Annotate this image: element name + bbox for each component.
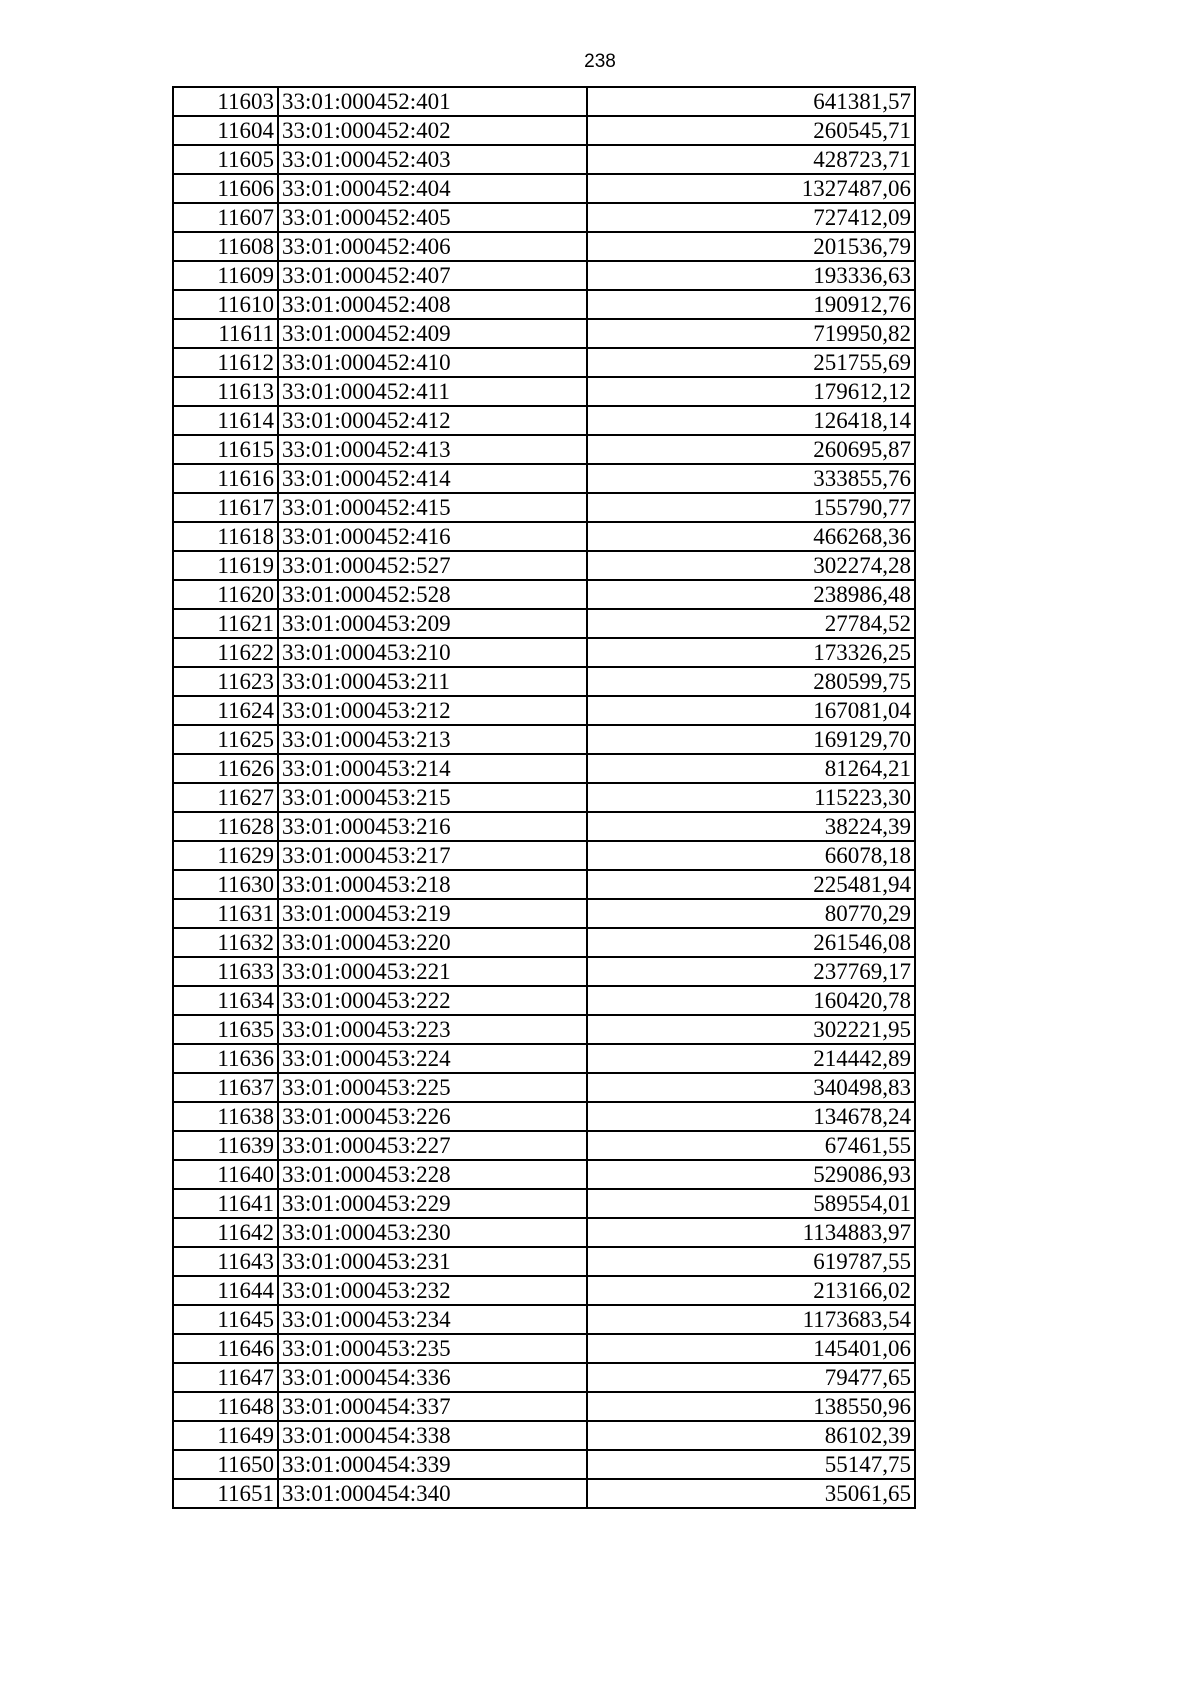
cadastral-value-cell: 126418,14 [587,406,915,435]
row-number-cell: 11636 [173,1044,278,1073]
table-row [173,609,915,638]
row-number-cell: 11611 [173,319,278,348]
row-number-cell: 11633 [173,957,278,986]
row-number-cell: 11626 [173,754,278,783]
cadastral-number-cell: 33:01:000452:416 [278,522,587,551]
table-row [173,1450,915,1479]
row-number-cell: 11620 [173,580,278,609]
table-row [173,1044,915,1073]
cadastral-number-cell: 33:01:000452:402 [278,116,587,145]
table-row [173,464,915,493]
table-row [173,725,915,754]
row-number-cell: 11646 [173,1334,278,1363]
cadastral-number-cell: 33:01:000453:212 [278,696,587,725]
table-row [173,1392,915,1421]
cadastral-number-cell: 33:01:000454:339 [278,1450,587,1479]
cadastral-value-cell: 428723,71 [587,145,915,174]
cadastral-value-cell: 261546,08 [587,928,915,957]
row-number-cell: 11632 [173,928,278,957]
cadastral-value-cell: 173326,25 [587,638,915,667]
cadastral-value-cell: 619787,55 [587,1247,915,1276]
cadastral-number-cell: 33:01:000452:403 [278,145,587,174]
cadastral-number-cell: 33:01:000453:221 [278,957,587,986]
cadastral-number-cell: 33:01:000453:230 [278,1218,587,1247]
row-number-cell: 11625 [173,725,278,754]
table-row [173,435,915,464]
row-number-cell: 11643 [173,1247,278,1276]
table-row [173,1160,915,1189]
row-number-cell: 11609 [173,261,278,290]
table-row [173,290,915,319]
row-number-cell: 11631 [173,899,278,928]
table-row [173,841,915,870]
table-row [173,319,915,348]
cadastral-value-cell: 79477,65 [587,1363,915,1392]
cadastral-number-cell: 33:01:000452:405 [278,203,587,232]
row-number-cell: 11629 [173,841,278,870]
cadastral-number-cell: 33:01:000453:226 [278,1102,587,1131]
cadastral-number-cell: 33:01:000453:225 [278,1073,587,1102]
table-row [173,1363,915,1392]
cadastral-value-cell: 302274,28 [587,551,915,580]
row-number-cell: 11649 [173,1421,278,1450]
row-number-cell: 11639 [173,1131,278,1160]
row-number-cell: 11651 [173,1479,278,1508]
cadastral-value-cell: 86102,39 [587,1421,915,1450]
cadastral-value-cell: 589554,01 [587,1189,915,1218]
row-number-cell: 11645 [173,1305,278,1334]
cadastral-value-cell: 160420,78 [587,986,915,1015]
table-row [173,493,915,522]
row-number-cell: 11614 [173,406,278,435]
table-row [173,1073,915,1102]
row-number-cell: 11641 [173,1189,278,1218]
cadastral-value-cell: 169129,70 [587,725,915,754]
cadastral-value-cell: 66078,18 [587,841,915,870]
cadastral-value-cell: 179612,12 [587,377,915,406]
row-number-cell: 11604 [173,116,278,145]
table-row [173,812,915,841]
row-number-cell: 11637 [173,1073,278,1102]
cadastral-number-cell: 33:01:000452:527 [278,551,587,580]
cadastral-number-cell: 33:01:000453:224 [278,1044,587,1073]
table-row [173,116,915,145]
row-number-cell: 11640 [173,1160,278,1189]
table-row [173,1218,915,1247]
row-number-cell: 11608 [173,232,278,261]
row-number-cell: 11627 [173,783,278,812]
table-row [173,696,915,725]
table-row [173,174,915,203]
cadastral-number-cell: 33:01:000453:234 [278,1305,587,1334]
row-number-cell: 11619 [173,551,278,580]
cadastral-number-cell: 33:01:000453:223 [278,1015,587,1044]
table-row [173,1131,915,1160]
table-row [173,928,915,957]
cadastral-value-cell: 302221,95 [587,1015,915,1044]
cadastral-number-cell: 33:01:000453:232 [278,1276,587,1305]
cadastral-value-cell: 214442,89 [587,1044,915,1073]
row-number-cell: 11630 [173,870,278,899]
row-number-cell: 11628 [173,812,278,841]
table-row [173,1479,915,1508]
table-row [173,957,915,986]
row-number-cell: 11606 [173,174,278,203]
cadastral-number-cell: 33:01:000452:528 [278,580,587,609]
cadastral-number-cell: 33:01:000453:228 [278,1160,587,1189]
table-row [173,348,915,377]
row-number-cell: 11648 [173,1392,278,1421]
table-row [173,1421,915,1450]
row-number-cell: 11650 [173,1450,278,1479]
cadastral-value-cell: 237769,17 [587,957,915,986]
cadastral-value-cell: 1327487,06 [587,174,915,203]
table-row [173,1102,915,1131]
cadastral-number-cell: 33:01:000452:404 [278,174,587,203]
cadastral-value-cell: 38224,39 [587,812,915,841]
table-row [173,551,915,580]
cadastral-value-cell: 190912,76 [587,290,915,319]
row-number-cell: 11617 [173,493,278,522]
row-number-cell: 11618 [173,522,278,551]
cadastral-number-cell: 33:01:000453:209 [278,609,587,638]
cadastral-value-cell: 55147,75 [587,1450,915,1479]
cadastral-number-cell: 33:01:000453:213 [278,725,587,754]
cadastral-value-cell: 641381,57 [587,87,915,116]
cadastral-number-cell: 33:01:000453:216 [278,812,587,841]
cadastral-number-cell: 33:01:000453:235 [278,1334,587,1363]
cadastral-value-cell: 155790,77 [587,493,915,522]
cadastral-number-cell: 33:01:000453:217 [278,841,587,870]
cadastral-number-cell: 33:01:000453:229 [278,1189,587,1218]
cadastral-number-cell: 33:01:000452:411 [278,377,587,406]
cadastral-number-cell: 33:01:000452:413 [278,435,587,464]
cadastral-value-cell: 719950,82 [587,319,915,348]
cadastral-value-cell: 81264,21 [587,754,915,783]
cadastral-value-cell: 35061,65 [587,1479,915,1508]
cadastral-value-cell: 138550,96 [587,1392,915,1421]
row-number-cell: 11635 [173,1015,278,1044]
row-number-cell: 11607 [173,203,278,232]
row-number-cell: 11638 [173,1102,278,1131]
cadastral-value-cell: 1173683,54 [587,1305,915,1334]
page-number: 238 [584,51,616,72]
cadastral-value-cell: 466268,36 [587,522,915,551]
cadastral-value-cell: 333855,76 [587,464,915,493]
table-row [173,580,915,609]
table-row [173,1015,915,1044]
row-number-cell: 11616 [173,464,278,493]
table-row [173,899,915,928]
cadastral-number-cell: 33:01:000452:409 [278,319,587,348]
table-row [173,406,915,435]
row-number-cell: 11642 [173,1218,278,1247]
cadastral-value-cell: 529086,93 [587,1160,915,1189]
cadastral-number-cell: 33:01:000453:211 [278,667,587,696]
table-row [173,754,915,783]
table-row [173,232,915,261]
cadastral-value-cell: 1134883,97 [587,1218,915,1247]
table-row [173,145,915,174]
table-row [173,87,915,116]
row-number-cell: 11647 [173,1363,278,1392]
cadastral-number-cell: 33:01:000454:338 [278,1421,587,1450]
cadastral-value-cell: 27784,52 [587,609,915,638]
cadastral-number-cell: 33:01:000453:227 [278,1131,587,1160]
cadastral-value-cell: 260545,71 [587,116,915,145]
table-row [173,667,915,696]
table-row [173,870,915,899]
row-number-cell: 11634 [173,986,278,1015]
row-number-cell: 11622 [173,638,278,667]
row-number-cell: 11644 [173,1276,278,1305]
cadastral-value-table [172,86,916,1509]
cadastral-value-cell: 213166,02 [587,1276,915,1305]
cadastral-number-cell: 33:01:000452:410 [278,348,587,377]
cadastral-number-cell: 33:01:000453:220 [278,928,587,957]
cadastral-value-cell: 145401,06 [587,1334,915,1363]
table-row [173,377,915,406]
cadastral-number-cell: 33:01:000454:337 [278,1392,587,1421]
cadastral-number-cell: 33:01:000453:214 [278,754,587,783]
cadastral-value-cell: 251755,69 [587,348,915,377]
cadastral-value-cell: 115223,30 [587,783,915,812]
row-number-cell: 11621 [173,609,278,638]
row-number-cell: 11613 [173,377,278,406]
table-row [173,261,915,290]
cadastral-number-cell: 33:01:000452:407 [278,261,587,290]
cadastral-number-cell: 33:01:000452:412 [278,406,587,435]
table-row [173,203,915,232]
cadastral-number-cell: 33:01:000452:406 [278,232,587,261]
cadastral-number-cell: 33:01:000452:401 [278,87,587,116]
table-row [173,1247,915,1276]
row-number-cell: 11615 [173,435,278,464]
cadastral-value-cell: 193336,63 [587,261,915,290]
cadastral-value-cell: 280599,75 [587,667,915,696]
cadastral-value-cell: 134678,24 [587,1102,915,1131]
cadastral-number-cell: 33:01:000452:408 [278,290,587,319]
cadastral-number-cell: 33:01:000453:218 [278,870,587,899]
cadastral-number-cell: 33:01:000453:219 [278,899,587,928]
cadastral-value-cell: 340498,83 [587,1073,915,1102]
row-number-cell: 11605 [173,145,278,174]
table-row [173,1189,915,1218]
cadastral-value-cell: 238986,48 [587,580,915,609]
table-body [173,87,915,1508]
table-row [173,1305,915,1334]
table-row [173,638,915,667]
table-row [173,522,915,551]
cadastral-value-cell: 167081,04 [587,696,915,725]
cadastral-number-cell: 33:01:000453:222 [278,986,587,1015]
cadastral-number-cell: 33:01:000452:414 [278,464,587,493]
row-number-cell: 11624 [173,696,278,725]
cadastral-value-cell: 260695,87 [587,435,915,464]
cadastral-number-cell: 33:01:000453:231 [278,1247,587,1276]
table-row [173,986,915,1015]
cadastral-value-cell: 67461,55 [587,1131,915,1160]
row-number-cell: 11612 [173,348,278,377]
row-number-cell: 11603 [173,87,278,116]
cadastral-number-cell: 33:01:000454:340 [278,1479,587,1508]
cadastral-number-cell: 33:01:000453:210 [278,638,587,667]
row-number-cell: 11610 [173,290,278,319]
cadastral-value-cell: 727412,09 [587,203,915,232]
table-row [173,1276,915,1305]
row-number-cell: 11623 [173,667,278,696]
cadastral-value-cell: 225481,94 [587,870,915,899]
cadastral-number-cell: 33:01:000454:336 [278,1363,587,1392]
table-row [173,783,915,812]
cadastral-number-cell: 33:01:000452:415 [278,493,587,522]
table-row [173,1334,915,1363]
cadastral-value-cell: 80770,29 [587,899,915,928]
cadastral-number-cell: 33:01:000453:215 [278,783,587,812]
cadastral-value-cell: 201536,79 [587,232,915,261]
